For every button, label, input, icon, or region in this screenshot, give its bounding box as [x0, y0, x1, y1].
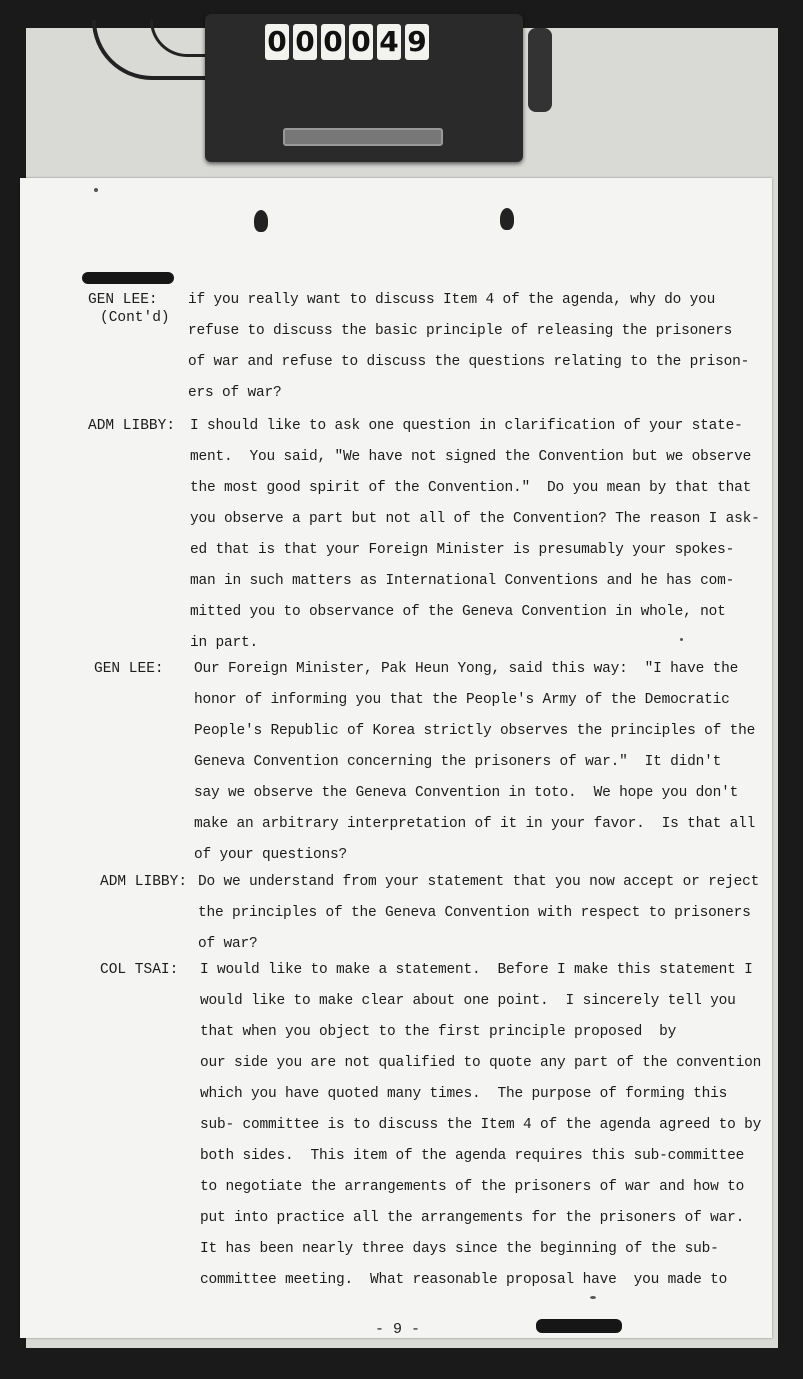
counter-plate [283, 128, 443, 146]
transcript-line: mitted you to observance of the Geneva Convention in whole, not [190, 604, 726, 620]
transcript-line: I would like to make a statement. Before I make this statement I [200, 962, 753, 978]
transcript-line: in part. [190, 635, 259, 651]
page-number: - 9 - [375, 1321, 421, 1338]
punch-hole-right [500, 208, 514, 230]
transcript-line: if you really want to discuss Item 4 of the agenda, why do you [188, 292, 716, 308]
speaker-label: ADM LIBBY: [88, 418, 176, 434]
transcript-line: Our Foreign Minister, Pak Heun Yong, said this way: "I have the [194, 661, 739, 677]
transcript-line: sub- committee is to discuss the Item 4 of the agenda agreed to by [200, 1117, 762, 1133]
transcript-line: the most good spirit of the Convention." Do you mean by that that [190, 480, 752, 496]
counter-digit: 0 [293, 24, 317, 60]
transcript-line: ers of war? [188, 385, 282, 401]
transcript-line: would like to make clear about one point. I sincerely tell you [200, 993, 736, 1009]
transcript-line: Geneva Convention concerning the prisoners of war." It didn't [194, 754, 722, 770]
counter-knob [528, 28, 552, 112]
document-page [20, 178, 772, 1338]
speaker-label: COL TSAI: [100, 962, 179, 978]
transcript-line: It has been nearly three days since the beginning of the sub- [200, 1241, 719, 1257]
transcript-line: you observe a part but not all of the Convention? The reason I ask- [190, 511, 760, 527]
transcript-line: ment. You said, "We have not signed the Convention but we observe [190, 449, 752, 465]
speaker-label: GEN LEE: [88, 292, 158, 308]
counter-digit: 0 [265, 24, 289, 60]
speaker-label: GEN LEE: [94, 661, 164, 677]
transcript-line: which you have quoted many times. The purpose of forming this [200, 1086, 728, 1102]
scan-speck [94, 188, 98, 192]
transcript-line: the principles of the Geneva Convention with respect to prisoners [198, 905, 751, 921]
punch-hole-left [254, 210, 268, 232]
transcript-line: ed that is that your Foreign Minister is presumably your spokes- [190, 542, 735, 558]
speaker-continued-label: (Cont'd) [100, 310, 170, 326]
counter-digit: 0 [349, 24, 373, 60]
scan-speck [590, 1296, 596, 1299]
transcript-line: of your questions? [194, 847, 348, 863]
transcript-line: make an arbitrary interpretation of it in your favor. Is that all [194, 816, 756, 832]
transcript-line: refuse to discuss the basic principle of releasing the prisoners [188, 323, 733, 339]
transcript-line: Do we understand from your statement that you now accept or reject [198, 874, 760, 890]
redaction-mark-bottom [536, 1319, 622, 1333]
transcript-line: committee meeting. What reasonable proposal have you made to [200, 1272, 728, 1288]
transcript-line: People's Republic of Korea strictly observes the principles of the [194, 723, 756, 739]
scan-speck [680, 638, 683, 641]
transcript-line: to negotiate the arrangements of the prisoners of war and how to [200, 1179, 745, 1195]
counter-digit: 0 [321, 24, 345, 60]
counter-digit: 4 [377, 24, 401, 60]
transcript-line: I should like to ask one question in clarification of your state- [190, 418, 743, 434]
transcript-line: of war? [198, 936, 258, 952]
frame-counter-digits [265, 24, 429, 60]
transcript-line: our side you are not qualified to quote any part of the convention [200, 1055, 762, 1071]
transcript-line: put into practice all the arrangements for the prisoners of war. [200, 1210, 745, 1226]
transcript-line: man in such matters as International Conventions and he has com- [190, 573, 735, 589]
transcript-line: both sides. This item of the agenda requires this sub-committee [200, 1148, 745, 1164]
transcript-line: of war and refuse to discuss the questions relating to the prison- [188, 354, 750, 370]
counter-digit: 9 [405, 24, 429, 60]
redaction-mark-top [82, 272, 174, 284]
transcript-line: say we observe the Geneva Convention in toto. We hope you don't [194, 785, 739, 801]
transcript-line: that when you object to the first principle proposed by [200, 1024, 677, 1040]
speaker-label: ADM LIBBY: [100, 874, 188, 890]
transcript-line: honor of informing you that the People's Army of the Democratic [194, 692, 730, 708]
